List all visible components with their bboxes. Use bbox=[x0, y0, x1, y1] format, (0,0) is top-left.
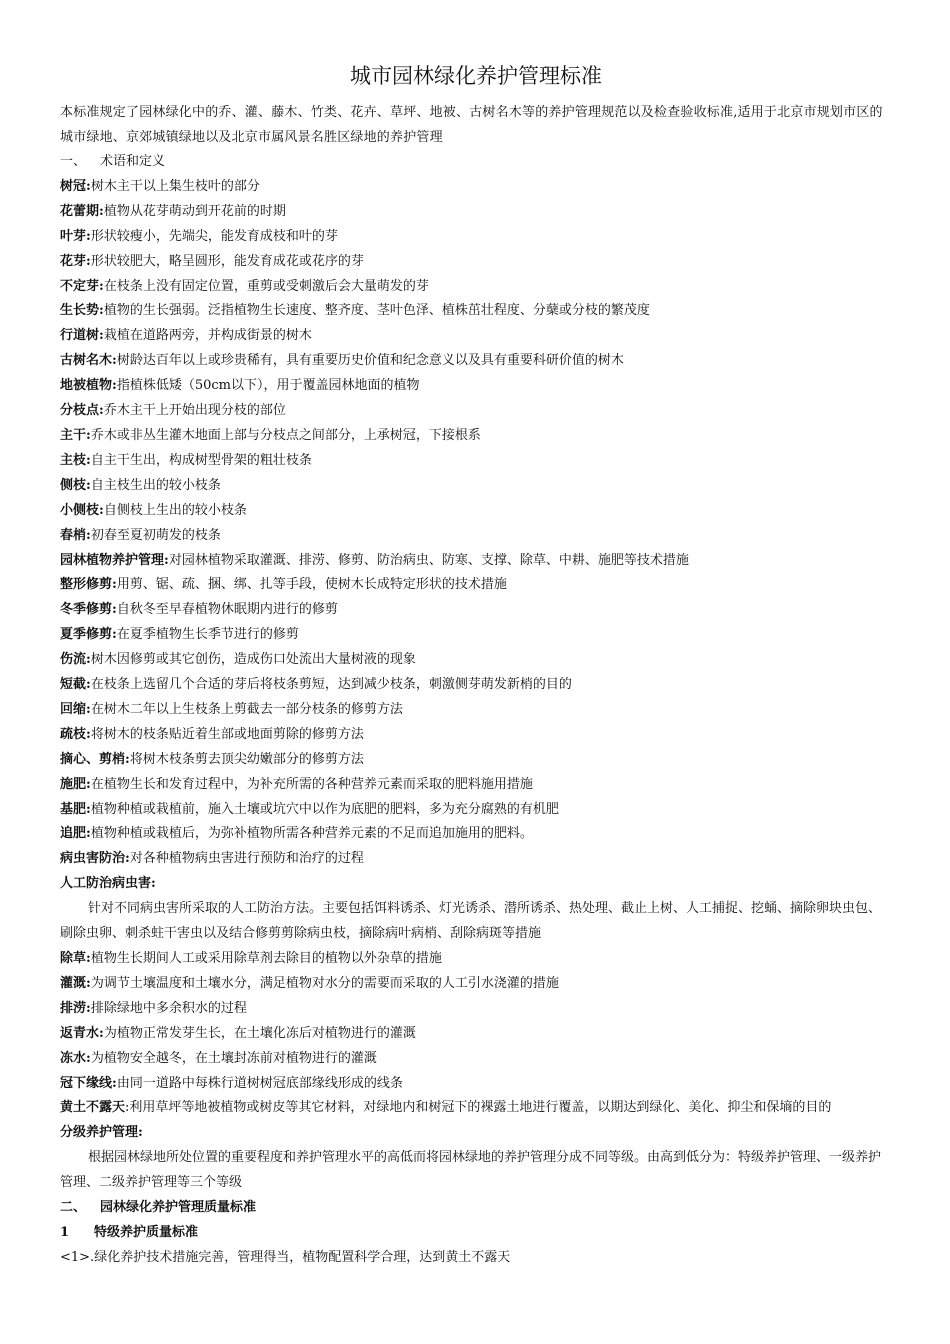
pest-control-definition: 针对不同病虫害所采取的人工防治方法。主要包括饵料诱杀、灯光诱杀、潜所诱杀、热处理、截止上树、人工捕捉、挖蛹、摘除卵块虫包、刷除虫卵、刺杀蛀干害虫以及结合修剪剪除病虫枝，摘除病叶病梢、刮除病斑等措施 bbox=[60, 901, 882, 942]
term-line bbox=[60, 748, 892, 773]
term-line bbox=[60, 175, 892, 200]
document-page bbox=[60, 62, 892, 1271]
term-line bbox=[60, 798, 892, 823]
term-line bbox=[60, 773, 892, 798]
term-label: 排涝: bbox=[60, 1000, 91, 1016]
term-definition: 为调节土壤温度和土壤水分，满足植物对水分的需要而采取的人工引水浇灌的措施 bbox=[90, 975, 559, 991]
term-line bbox=[60, 524, 892, 549]
term-definition: 将树木枝条剪去顶尖幼嫩部分的修剪方法 bbox=[129, 751, 364, 767]
term-label: 基肥: bbox=[60, 801, 91, 817]
section-number: 一、 bbox=[60, 154, 87, 169]
term-list-2 bbox=[60, 947, 892, 1096]
term-label: 回缩: bbox=[60, 701, 91, 717]
term-definition: 排除绿地中多余积水的过程 bbox=[90, 1000, 247, 1016]
term-label: 黄土不露天 bbox=[60, 1100, 126, 1116]
standard-item: <1>.绿化养护技术措施完善，管理得当，植物配置科学合理，达到黄土不露天 bbox=[60, 1249, 511, 1265]
term-line bbox=[60, 324, 892, 349]
term-definition: :利用草坪等地被植物或树皮等其它材料，对绿地内和树冠下的裸露土地进行覆盖，以期达到绿化、美化、抑尘和保墒的目的 bbox=[125, 1100, 832, 1116]
term-definition: 自主枝生出的较小枝条 bbox=[90, 477, 221, 493]
term-line-grading bbox=[60, 1121, 892, 1146]
term-label: 冬季修剪: bbox=[60, 602, 117, 618]
term-label: 分级养护管理: bbox=[60, 1125, 143, 1141]
section-heading-1 bbox=[60, 150, 892, 175]
term-label: 主枝: bbox=[60, 452, 91, 468]
term-definition: 在枝条上没有固定位置，重剪或受刺激后会大量萌发的芽 bbox=[103, 278, 429, 294]
term-label: 行道树: bbox=[60, 328, 104, 344]
term-label: 摘心、剪梢: bbox=[60, 751, 130, 767]
term-line bbox=[60, 299, 892, 324]
term-line bbox=[60, 1072, 892, 1097]
term-label: 灌溉: bbox=[60, 975, 91, 991]
term-line bbox=[60, 698, 892, 723]
term-line bbox=[60, 449, 892, 474]
term-label: 春梢: bbox=[60, 527, 91, 543]
term-definition: 栽植在道路两旁，并构成街景的树木 bbox=[103, 328, 312, 344]
term-definition: 形状较肥大，略呈圆形，能发育成花或花序的芽 bbox=[90, 253, 364, 269]
section-heading-2 bbox=[60, 1196, 892, 1221]
term-label: 地被植物: bbox=[60, 378, 117, 394]
term-line bbox=[60, 250, 892, 275]
term-line bbox=[60, 499, 892, 524]
term-line bbox=[60, 648, 892, 673]
term-definition: 乔木主干上开始出现分枝的部位 bbox=[103, 403, 286, 419]
term-label: 园林植物养护管理: bbox=[60, 552, 169, 568]
term-label: 花芽: bbox=[60, 253, 91, 269]
term-label: 除草: bbox=[60, 951, 91, 966]
term-label: 小侧枝: bbox=[60, 502, 104, 518]
term-definition: 在树木二年以上生枝条上剪截去一部分枝条的修剪方法 bbox=[90, 701, 403, 717]
term-line bbox=[60, 424, 892, 449]
term-label: 夏季修剪: bbox=[60, 627, 117, 643]
term-line bbox=[60, 623, 892, 648]
term-line bbox=[60, 673, 892, 698]
term-line bbox=[60, 549, 892, 574]
term-list bbox=[60, 175, 892, 872]
term-definition: 树木主干以上集生枝叶的部分 bbox=[90, 178, 260, 194]
term-definition: 自主干生出，构成树型骨架的粗壮枝条 bbox=[90, 452, 312, 468]
term-label: 冠下缘线: bbox=[60, 1075, 117, 1091]
term-line bbox=[60, 1022, 892, 1047]
term-label: 树冠: bbox=[60, 178, 91, 194]
term-line bbox=[60, 374, 892, 399]
term-definition: 对园林植物采取灌溉、排涝、修剪、防治病虫、防寒、支撑、除草、中耕、施肥等技术措施 bbox=[168, 552, 689, 568]
term-label: 叶芽: bbox=[60, 228, 91, 244]
term-label: 生长势: bbox=[60, 303, 104, 319]
term-definition: 自秋冬至早春植物休眠期内进行的修剪 bbox=[116, 602, 338, 618]
term-line bbox=[60, 225, 892, 250]
term-line bbox=[60, 822, 892, 847]
section-title: 园林绿化养护管理质量标准 bbox=[100, 1200, 257, 1216]
term-label: 返青水: bbox=[60, 1025, 104, 1041]
term-definition: 将树木的枝条贴近着生部或地面剪除的修剪方法 bbox=[90, 726, 364, 742]
term-label: 伤流: bbox=[60, 652, 91, 668]
intro-paragraph: 本标准规定了园林绿化中的乔、灌、藤木、竹类、花卉、草坪、地被、古树名木等的养护管理规范以及检查验收标准,适用于北京市规划市区的城市绿地、京郊城镇绿地以及北京市属风景名胜区绿地的养护管理 bbox=[60, 105, 883, 145]
term-definition: 对各种植物病虫害进行预防和治疗的过程 bbox=[129, 851, 364, 867]
term-label: 整形修剪: bbox=[60, 577, 117, 593]
term-line bbox=[60, 598, 892, 623]
term-label: 花蕾期: bbox=[60, 203, 104, 219]
term-definition: 形状较瘦小，先端尖，能发育成枝和叶的芽 bbox=[90, 228, 338, 244]
section-title: 术语和定义 bbox=[100, 154, 166, 169]
term-line bbox=[60, 399, 892, 424]
document-title: 城市园林绿化养护管理标准 bbox=[350, 64, 602, 88]
term-definition: 乔木或非丛生灌木地面上部与分枝点之间部分，上承树冠，下接根系 bbox=[90, 427, 481, 443]
term-definition: 由同一道路中每株行道树树冠底部缘线形成的线条 bbox=[116, 1075, 403, 1091]
term-definition: 指植株低矮（50cm以下），用于覆盖园林地面的植物 bbox=[116, 378, 420, 394]
term-label: 古树名木: bbox=[60, 353, 117, 369]
term-line-exposed-soil bbox=[60, 1096, 892, 1121]
term-label: 施肥: bbox=[60, 776, 91, 792]
grading-definition: 根据园林绿地所处位置的重要程度和养护管理水平的高低而将园林绿地的养护管理分成不同等级。由高到低分为：特级养护管理、一级养护管理、二级养护管理等三个等级 bbox=[60, 1150, 882, 1191]
term-line bbox=[60, 947, 892, 972]
term-definition: 为植物正常发芽生长，在土壤化冻后对植物进行的灌溉 bbox=[103, 1025, 416, 1041]
term-definition: 植物生长期间人工或采用除草剂去除目的植物以外杂草的措施 bbox=[90, 951, 442, 966]
term-line bbox=[60, 200, 892, 225]
term-definition: 植物种植或栽植前，施入土壤或坑穴中以作为底肥的肥料，多为充分腐熟的有机肥 bbox=[90, 801, 559, 817]
term-label: 疏枝: bbox=[60, 726, 91, 742]
term-definition: 植物种植或栽植后，为弥补植物所需各种营养元素的不足而追加施用的肥料。 bbox=[90, 826, 533, 842]
term-label: 病虫害防治: bbox=[60, 851, 130, 867]
term-label: 不定芽: bbox=[60, 278, 104, 294]
term-definition: 在枝条上选留几个合适的芽后将枝条剪短，达到减少枝条，刺激侧芽萌发新梢的目的 bbox=[90, 677, 572, 693]
term-label: 短截: bbox=[60, 677, 91, 693]
term-definition: 自侧枝上生出的较小枝条 bbox=[103, 502, 247, 518]
section-number: 二、 bbox=[60, 1200, 87, 1216]
term-definition: 用剪、锯、疏、捆、绑、扎等手段，使树木长成特定形状的技术措施 bbox=[116, 577, 507, 593]
term-line bbox=[60, 474, 892, 499]
term-definition: 初春至夏初萌发的枝条 bbox=[90, 527, 221, 543]
term-label: 主干: bbox=[60, 427, 91, 443]
term-definition: 树木因修剪或其它创伤，造成伤口处流出大量树液的现象 bbox=[90, 652, 416, 668]
term-definition: 在植物生长和发育过程中，为补充所需的各种营养元素而采取的肥料施用措施 bbox=[90, 776, 533, 792]
subsection-number: 1 bbox=[60, 1224, 70, 1240]
term-line bbox=[60, 972, 892, 997]
term-definition: 在夏季植物生长季节进行的修剪 bbox=[116, 627, 299, 643]
term-definition: 树龄达百年以上或珍贵稀有，具有重要历史价值和纪念意义以及具有重要科研价值的树木 bbox=[116, 353, 624, 369]
term-line bbox=[60, 573, 892, 598]
term-label: 分枝点: bbox=[60, 403, 104, 419]
term-line bbox=[60, 723, 892, 748]
term-label: 人工防治病虫害: bbox=[60, 876, 156, 892]
term-line bbox=[60, 1047, 892, 1072]
term-definition: 为植物安全越冬，在土壤封冻前对植物进行的灌溉 bbox=[90, 1050, 377, 1066]
term-label: 冻水: bbox=[60, 1050, 91, 1066]
term-line bbox=[60, 275, 892, 300]
term-line-pest-control bbox=[60, 872, 892, 897]
term-line bbox=[60, 847, 892, 872]
term-definition: 植物从花芽萌动到开花前的时期 bbox=[103, 203, 286, 219]
term-label: 侧枝: bbox=[60, 477, 91, 493]
subsection-title: 特级养护质量标准 bbox=[94, 1224, 199, 1240]
term-definition: 植物的生长强弱。泛指植物生长速度、整齐度、茎叶色泽、植株茁壮程度、分蘖或分枝的繁茂度 bbox=[103, 303, 650, 319]
term-label: 追肥: bbox=[60, 826, 91, 842]
subsection-heading bbox=[60, 1221, 892, 1246]
term-line bbox=[60, 997, 892, 1022]
term-line bbox=[60, 349, 892, 374]
